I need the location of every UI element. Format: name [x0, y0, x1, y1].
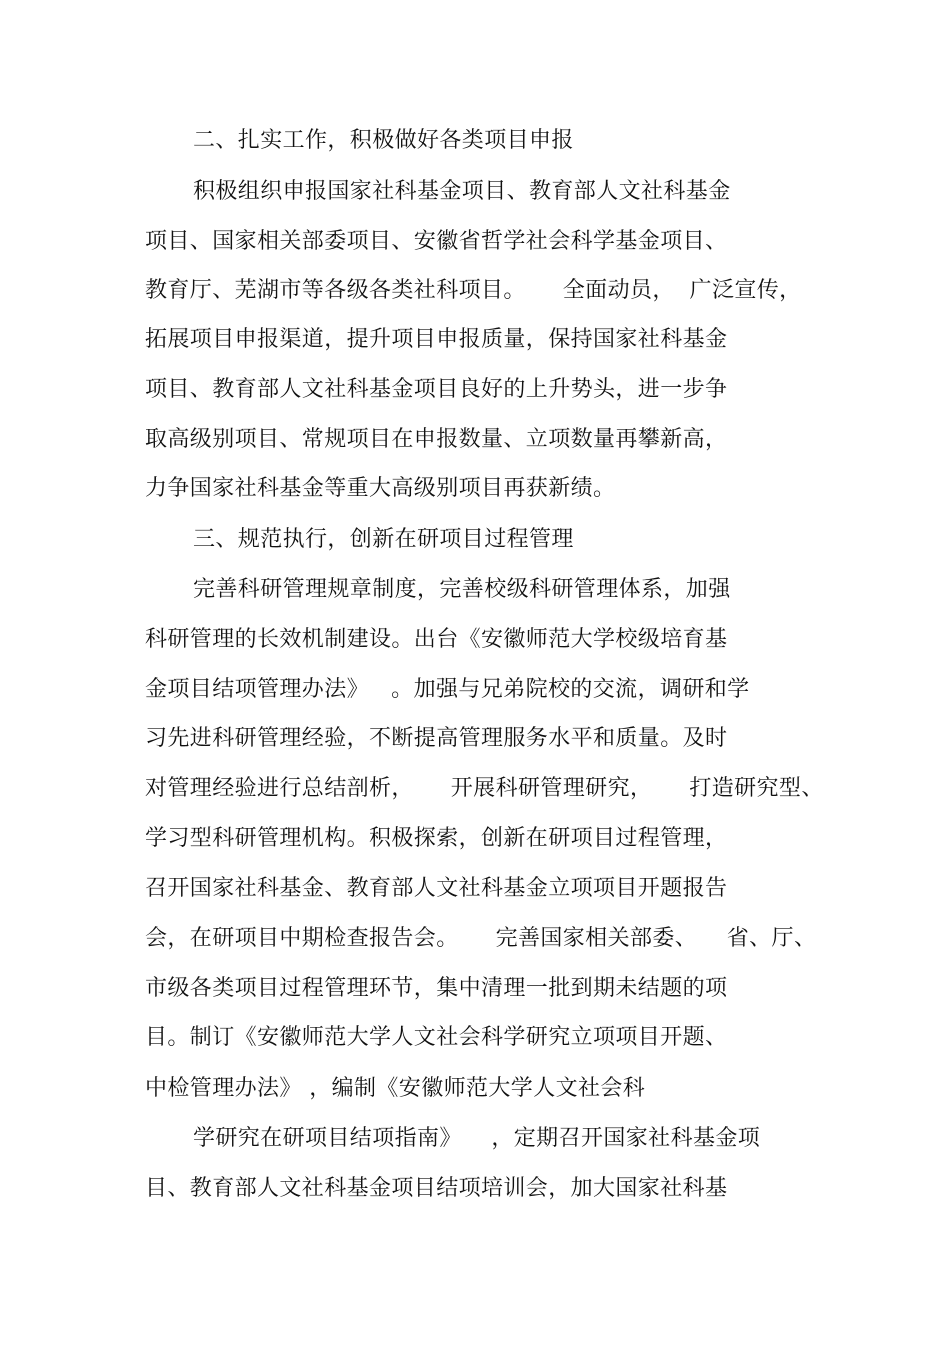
- section-heading-3: 三、规范执行，创新在研项目过程管理: [193, 527, 574, 552]
- paragraph-line: 项目、国家相关部委项目、安徽省哲学社会科学基金项目、: [145, 229, 728, 254]
- paragraph-line: 力争国家社科基金等重大高级别项目再获新绩。: [145, 476, 616, 501]
- paragraph-line: 中检管理办法》 ，编制《安徽师范大学人文社会科: [145, 1076, 646, 1101]
- paragraph-line: 积极组织申报国家社科基金项目、教育部人文社科基金: [193, 179, 731, 204]
- paragraph-line: 教育厅、芜湖市等各级各类社科项目。 全面动员， 广泛宣传，: [145, 278, 802, 303]
- paragraph-line: 项目、教育部人文社科基金项目良好的上升势头，进一步争: [145, 377, 728, 402]
- paragraph-line: 目。制订《安徽师范大学人文社会科学研究立项项目开题、: [145, 1025, 728, 1050]
- paragraph-line: 取高级别项目、常规项目在申报数量、立项数量再攀新高，: [145, 427, 728, 452]
- paragraph-line: 金项目结项管理办法》 。加强与兄弟院校的交流，调研和学: [145, 677, 750, 702]
- paragraph-line: 召开国家社科基金、教育部人文社科基金立项项目开题报告: [145, 876, 728, 901]
- paragraph-line: 学习型科研管理机构。积极探索，创新在研项目过程管理，: [145, 826, 728, 851]
- paragraph-line: 学研究在研项目结项指南》 ，定期召开国家社科基金项: [193, 1126, 761, 1151]
- paragraph-line: 科研管理的长效机制建设。出台《安徽师范大学校级培育基: [145, 627, 728, 652]
- paragraph-line: 对管理经验进行总结剖析， 开展科研管理研究， 打造研究型、: [145, 776, 824, 801]
- paragraph-line: 习先进科研管理经验，不断提高管理服务水平和质量。及时: [145, 726, 728, 751]
- paragraph-line: 拓展项目申报渠道，提升项目申报质量，保持国家社科基金: [145, 327, 728, 352]
- paragraph-line: 会，在研项目中期检查报告会。 完善国家相关部委、 省、厅、: [145, 926, 817, 951]
- paragraph-line: 完善科研管理规章制度，完善校级科研管理体系，加强: [193, 577, 731, 602]
- paragraph-line: 市级各类项目过程管理环节，集中清理一批到期未结题的项: [145, 976, 728, 1001]
- paragraph-line: 目、教育部人文社科基金项目结项培训会，加大国家社科基: [145, 1176, 728, 1201]
- section-heading-2: 二、扎实工作，积极做好各类项目申报: [193, 128, 574, 153]
